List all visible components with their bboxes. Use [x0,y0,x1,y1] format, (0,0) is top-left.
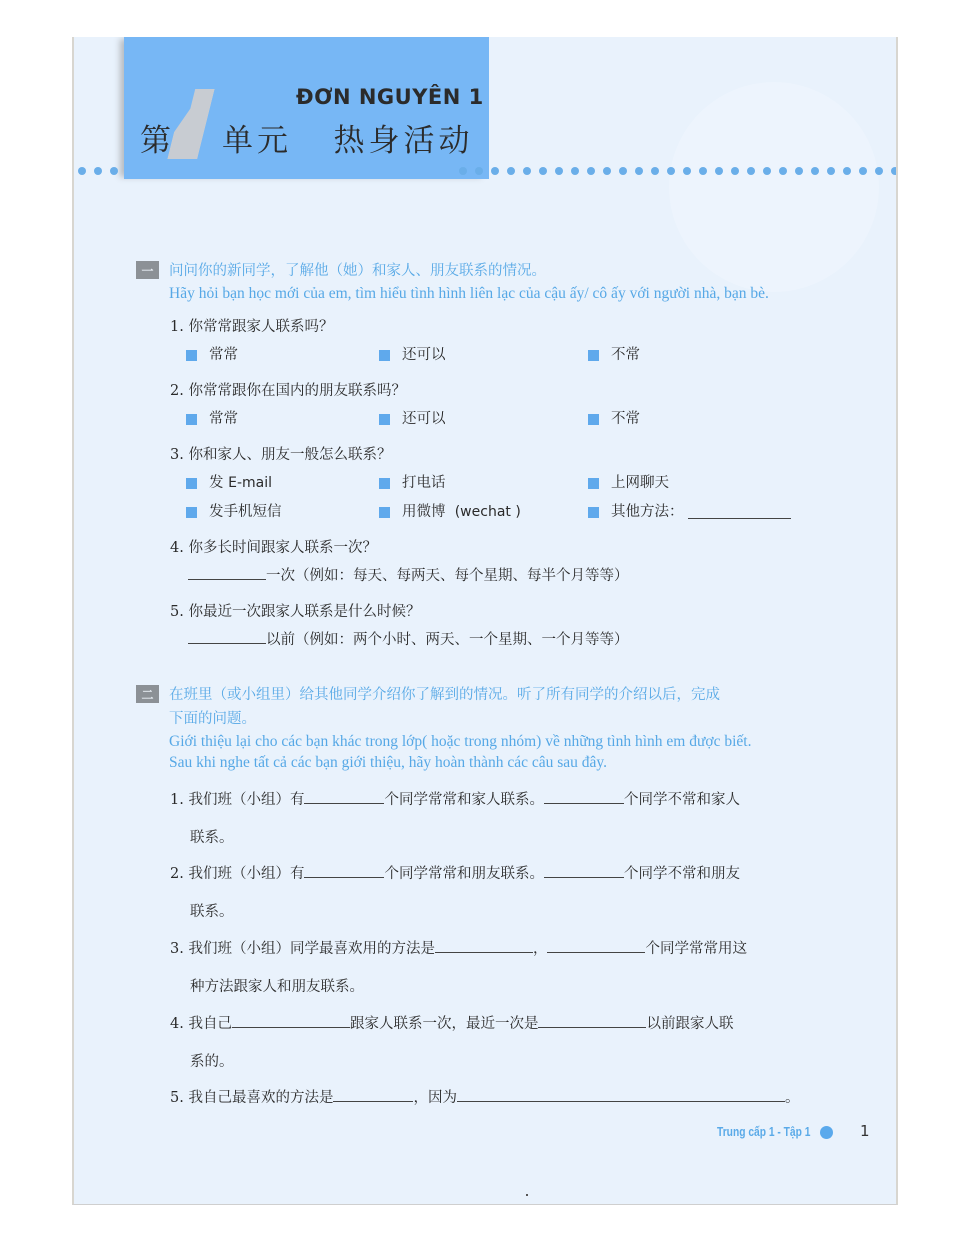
section-1-header [136,259,769,304]
answer-blank[interactable] [435,939,533,953]
answer-blank[interactable] [547,939,645,953]
question-3: 3. 你和家人、朋友一般怎么联系？ [170,447,392,463]
checkbox-icon[interactable] [186,478,197,489]
section-number-icon: 二 [136,685,159,703]
workbook-page [72,37,898,1205]
option-checkbox[interactable]: 不常 [588,345,640,365]
option-checkbox[interactable]: 不常 [588,409,640,429]
answer-blank[interactable] [544,864,624,878]
answer-line-4: 一次（例如：每天、每两天、每个星期、每半个月等等） [188,566,629,586]
checkbox-icon[interactable] [588,507,599,518]
fill-item-5: 5. 我自己最喜欢的方法是 ，因为 。 [170,1090,800,1106]
fill-item-4-cont: 系的。 [190,1054,234,1070]
unit-title: 单元 热身活动 [222,123,474,159]
answer-blank[interactable] [457,1088,785,1102]
checkbox-icon[interactable] [186,414,197,425]
dotted-divider [74,165,898,177]
fill-item-3: 3. 我们班（小组）同学最喜欢用的方法是 ， 个同学常常用这 [170,941,747,957]
checkbox-icon[interactable] [379,350,390,361]
section-2-instruction-vn-cont: Sau khi nghe tất cả các bạn giới thiệu, hãy hoàn thành các câu sau đây. [169,754,608,771]
answer-blank[interactable] [544,790,624,804]
unit-prefix: 第 [140,123,171,159]
answer-blank[interactable] [333,1088,413,1102]
unit-subtitle: ĐƠN NGUYÊN 1 [296,85,484,109]
checkbox-icon[interactable] [588,414,599,425]
section-2-header [136,683,751,773]
question-4: 4. 你多长时间跟家人联系一次？ [170,540,377,556]
section-1-instruction-cn: 问问你的新同学，了解他（她）和家人、朋友联系的情况。 [169,263,546,279]
fill-item-2-cont: 联系。 [190,904,234,920]
checkbox-icon[interactable] [588,350,599,361]
question-1: 1. 你常常跟家人联系吗？ [170,319,334,335]
option-checkbox[interactable]: 发手机短信 [186,502,282,522]
answer-blank[interactable] [538,1014,646,1028]
footer-dot-icon [820,1126,833,1139]
checkbox-icon[interactable] [379,478,390,489]
checkbox-icon[interactable] [379,507,390,518]
option-checkbox[interactable]: 上网聊天 [588,473,669,493]
question-2: 2. 你常常跟你在国内的朋友联系吗？ [170,383,406,399]
answer-line-5: 以前（例如：两个小时、两天、一个星期、一个月等等） [188,630,629,650]
option-checkbox[interactable]: 其他方法： [588,502,791,522]
book-label: Trung cấp 1 - Tập 1 [717,1125,811,1139]
page-number: 1 [860,1122,870,1140]
answer-blank[interactable] [304,790,384,804]
option-checkbox[interactable]: 发 E-mail [186,473,272,493]
section-2-instruction-cn: 在班里（或小组里）给其他同学介绍你了解到的情况。听了所有同学的介绍以后，完成 [169,687,720,703]
checkbox-icon[interactable] [186,507,197,518]
fill-item-1: 1. 我们班（小组）有 个同学常常和家人联系。 个同学不常和家人 [170,792,740,808]
scan-mark [526,1194,528,1196]
question-5: 5. 你最近一次跟家人联系是什么时候？ [170,604,421,620]
answer-blank[interactable] [188,566,266,580]
checkbox-icon[interactable] [186,350,197,361]
other-method-blank[interactable] [688,505,791,519]
checkbox-icon[interactable] [379,414,390,425]
fill-item-4: 4. 我自己 跟家人联系一次，最近一次是 以前跟家人联 [170,1016,734,1032]
section-2-instruction-cn-cont: 下面的问题。 [169,711,256,727]
fill-item-2: 2. 我们班（小组）有 个同学常常和朋友联系。 个同学不常和朋友 [170,866,740,882]
fill-item-3-cont: 种方法跟家人和朋友联系。 [190,979,364,995]
section-number-icon: 一 [136,261,159,279]
answer-blank[interactable] [188,630,266,644]
option-checkbox[interactable]: 还可以 [379,409,446,429]
unit-banner [124,37,489,179]
option-checkbox[interactable]: 常常 [186,409,238,429]
unit-number-graphic [167,89,214,159]
option-checkbox[interactable]: 常常 [186,345,238,365]
section-1-instruction-vn: Hãy hỏi bạn học mới của em, tìm hiểu tình hình liên lạc của cậu ấy/ cô ấy với người nhà, bạn bè. [169,285,769,302]
answer-blank[interactable] [232,1014,350,1028]
option-checkbox[interactable]: 还可以 [379,345,446,365]
option-checkbox[interactable]: 用微博 (wechat ) [379,502,521,522]
fill-item-1-cont: 联系。 [190,830,234,846]
option-checkbox[interactable]: 打电话 [379,473,446,493]
section-2-instruction-vn: Giới thiệu lại cho các bạn khác trong lớp( hoặc trong nhóm) về những tình hình em được biết. [169,733,752,750]
checkbox-icon[interactable] [588,478,599,489]
answer-blank[interactable] [304,864,384,878]
